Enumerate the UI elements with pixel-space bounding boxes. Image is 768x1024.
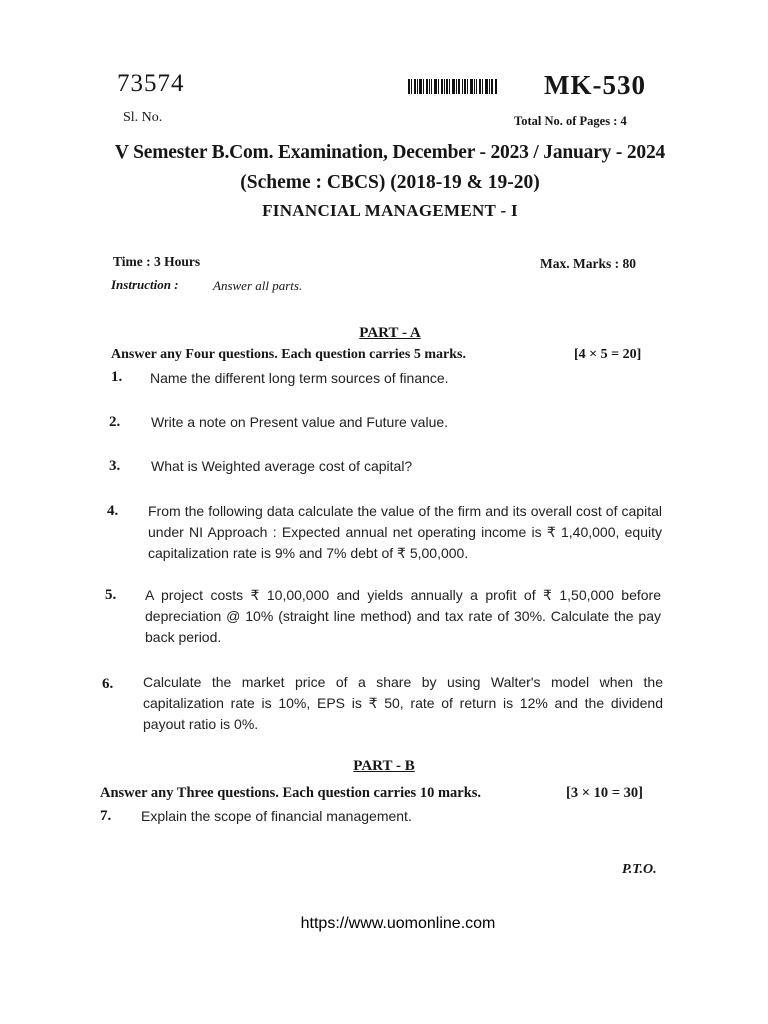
part-a-instruction: Answer any Four questions. Each question carries 5 marks. (111, 347, 466, 362)
subject-title: FINANCIAL MANAGEMENT - I (262, 201, 518, 220)
exam-title: V Semester B.Com. Examination, December - 2023 / January - 2024 (114, 142, 666, 163)
pto-label: P.T.O. (622, 862, 657, 877)
question-number: 5. (105, 587, 117, 603)
scheme-title: (Scheme : CBCS) (2018-19 & 19-20) (240, 172, 540, 193)
question-text: What is Weighted average cost of capital? (151, 458, 413, 474)
question-text: Write a note on Present value and Future value. (151, 414, 449, 430)
question-text: Name the different long term sources of finance. (150, 370, 449, 386)
question-text: Calculate the market price of a share by using Walter's model when the capitalization rate is 10%, EPS is ₹ 50, rate of return is 12% and the dividend payout ratio is 0%. (143, 674, 663, 732)
question-number: 4. (107, 503, 119, 519)
question-number: 6. (102, 676, 114, 692)
question-text: A project costs ₹ 10,00,000 and yields annually a profit of ₹ 1,50,000 before depreciation @ 10% (straight line method) and tax rate of 30%. Calculate the pay back period. (145, 587, 661, 645)
part-b-heading: PART - B (353, 758, 415, 774)
question-number: 3. (109, 458, 121, 474)
total-pages: Total No. of Pages : 4 (514, 114, 627, 128)
part-b-instruction: Answer any Three questions. Each question carries 10 marks. (100, 785, 482, 801)
question-number: 2. (109, 414, 121, 430)
part-a-heading: PART - A (359, 325, 421, 341)
part-b-allocation: [3 × 10 = 30] (566, 785, 643, 801)
question-text: Explain the scope of financial management. (141, 808, 412, 824)
instruction-label: Instruction : (111, 277, 179, 292)
time-label: Time : 3 Hours (113, 254, 201, 269)
instruction-text: Answer all parts. (213, 278, 303, 293)
source-url[interactable]: https://www.uomonline.com (300, 915, 496, 932)
barcode-icon (408, 79, 498, 94)
sl-no-label: Sl. No. (123, 110, 163, 125)
serial-number: 73574 (117, 70, 185, 97)
paper-code: MK-530 (544, 70, 646, 100)
question-number: 1. (111, 369, 123, 385)
question-text: From the following data calculate the value of the firm and its overall cost of capital under NI Approach : Expected annual net operating income is ₹ 1,40,000, equity capitalization rate is 9% and 7% debt of ₹ 5,00,000. (148, 503, 662, 561)
max-marks: Max. Marks : 80 (540, 256, 636, 271)
part-a-allocation: [4 × 5 = 20] (574, 347, 642, 362)
question-number: 7. (100, 808, 112, 824)
